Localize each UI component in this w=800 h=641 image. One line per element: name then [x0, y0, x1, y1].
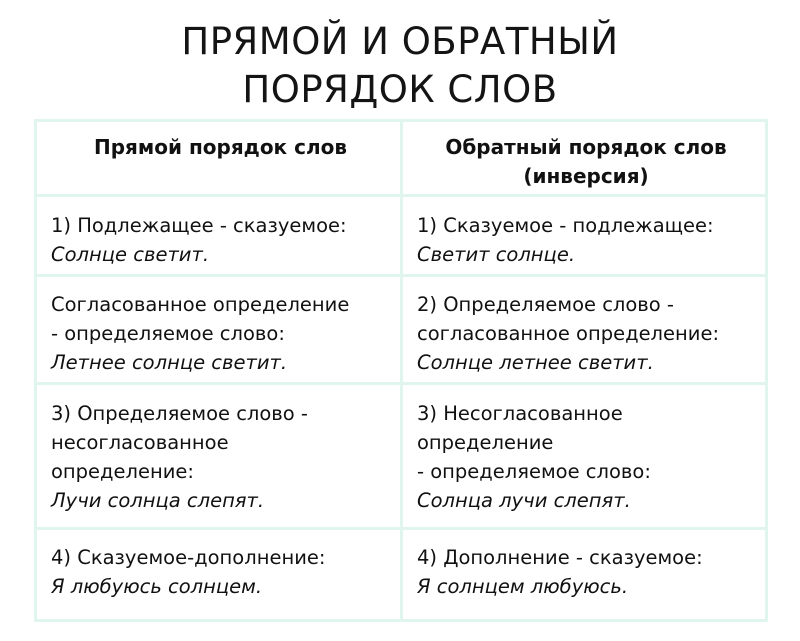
header-inverse-label-line-1: Обратный порядок слов — [445, 135, 727, 159]
rule-text: 4) Сказуемое-дополнение: — [51, 546, 326, 569]
header-direct-order — [36, 121, 402, 196]
rule-text: согласованное определение: — [417, 322, 720, 345]
rule-text: 4) Дополнение - сказуемое: — [417, 546, 703, 569]
example-text: Солнце летнее светит. — [417, 351, 654, 374]
rule-text: - определяемое слово: — [417, 460, 651, 483]
table-row — [36, 196, 767, 276]
rule-text: - определяемое слово: — [51, 322, 285, 345]
table-row — [36, 384, 767, 529]
example-text: Солнца лучи слепят. — [417, 489, 631, 512]
example-text: Светит солнце. — [417, 243, 576, 266]
inverse-cell — [402, 384, 767, 529]
example-text: Я солнцем любуюсь. — [417, 575, 629, 598]
example-text: Я любуюсь солнцем. — [51, 575, 263, 598]
rule-text: 3) Определяемое слово - — [51, 402, 308, 425]
direct-cell — [36, 529, 402, 621]
rule-text: 3) Несогласованное — [417, 402, 623, 425]
inverse-cell — [402, 529, 767, 621]
page-title-line-2: ПОРЯДОК СЛОВ — [242, 68, 558, 111]
rule-text: несогласованное — [51, 431, 229, 454]
direct-cell — [36, 276, 402, 384]
rule-text: 1) Подлежащее - сказуемое: — [51, 214, 347, 237]
table-row — [36, 276, 767, 384]
table-row — [36, 529, 767, 621]
page-title-line-1: ПРЯМОЙ И ОБРАТНЫЙ — [181, 20, 619, 63]
inverse-cell — [402, 276, 767, 384]
page-title — [0, 18, 800, 114]
table-header-row — [36, 121, 767, 196]
header-direct-label: Прямой порядок слов — [93, 135, 347, 159]
rule-text: определение — [417, 431, 554, 454]
rule-text: 1) Сказуемое - подлежащее: — [417, 214, 714, 237]
direct-cell — [36, 384, 402, 529]
rule-text: Согласованное определение — [51, 293, 350, 316]
example-text: Лучи солнца слепят. — [51, 489, 265, 512]
example-text: Летнее солнце светит. — [51, 351, 288, 374]
header-inverse-order — [402, 121, 767, 196]
direct-cell — [36, 196, 402, 276]
example-text: Солнце светит. — [51, 243, 210, 266]
inverse-cell — [402, 196, 767, 276]
rule-text: определение: — [51, 460, 194, 483]
header-inverse-label-line-2: (инверсия) — [523, 164, 649, 188]
rule-text: 2) Определяемое слово - — [417, 293, 674, 316]
word-order-table — [34, 119, 768, 622]
